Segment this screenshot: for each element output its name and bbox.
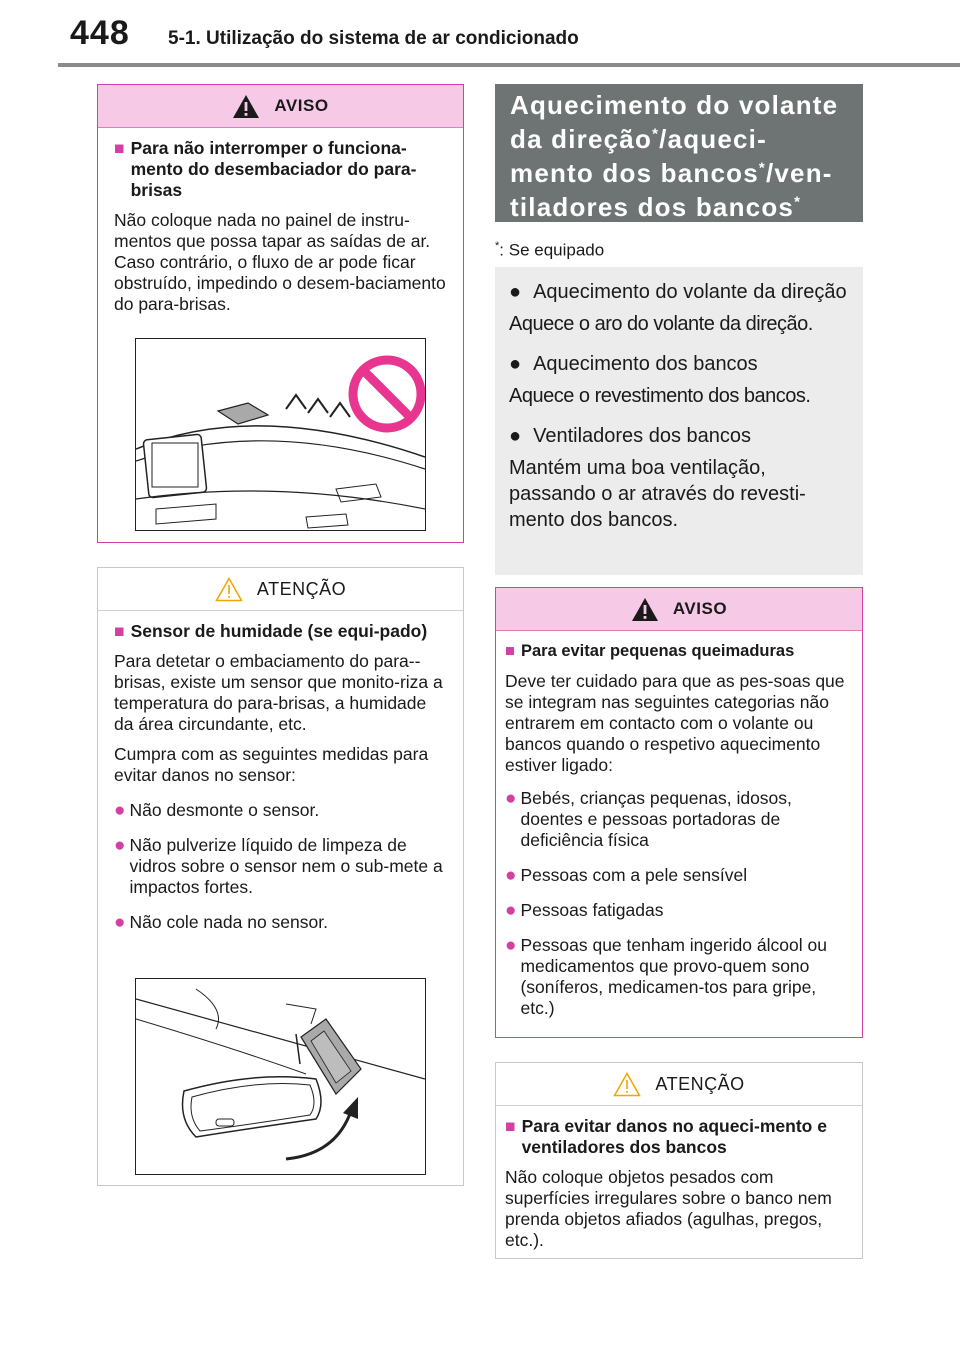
warning-subhead bbox=[114, 138, 449, 201]
bullet-dot-icon: ● bbox=[509, 425, 522, 447]
bullet-dot-icon: ● bbox=[114, 800, 126, 821]
square-bullet-icon: ■ bbox=[505, 1116, 516, 1136]
heading-line-2: da direção*/aqueci- bbox=[510, 124, 767, 154]
square-bullet-icon: ■ bbox=[114, 621, 125, 641]
asterisk: * bbox=[758, 159, 766, 177]
feature-title-text: Aquecimento dos bancos bbox=[533, 353, 758, 375]
bullet-dot-icon: ● bbox=[505, 900, 517, 921]
subhead-text: Para evitar danos no aqueci-mento e ventiladores dos bancos bbox=[521, 1116, 827, 1157]
list-item-text: Pessoas que tenham ingerido álcool ou medicamentos que provo-quem sono (soníferos, medicamen-tos para gripe, etc.) bbox=[520, 935, 827, 1018]
caution-triangle-icon bbox=[215, 577, 243, 602]
heading-line-3: mento dos bancos*/ven- bbox=[510, 158, 833, 188]
feature-title bbox=[509, 351, 851, 377]
caution-label: ATENÇÃO bbox=[655, 1073, 745, 1094]
asterisk: * bbox=[495, 240, 500, 252]
caution-label: ATENÇÃO bbox=[256, 578, 347, 599]
header-rule bbox=[58, 63, 960, 67]
bullet-dot-icon: ● bbox=[505, 788, 517, 809]
caution-subhead bbox=[114, 621, 449, 642]
square-bullet-icon: ■ bbox=[114, 138, 125, 158]
caution-triangle-icon bbox=[613, 1072, 641, 1097]
list-item bbox=[505, 788, 848, 851]
asterisk: * bbox=[652, 125, 660, 143]
list-item-text: Não cole nada no sensor. bbox=[129, 912, 328, 932]
list-item bbox=[505, 865, 848, 886]
subhead-text: Para evitar pequenas queimaduras bbox=[520, 642, 795, 660]
section-title: 5-1. Utilização do sistema de ar condicionado bbox=[168, 28, 579, 49]
feature-description: Aquece o aro do volante da direção. bbox=[509, 313, 813, 335]
warning-body: Deve ter cuidado para que as pes-soas que se integram nas seguintes categorias não entrarem em contacto com o volante ou bancos quando o respetivo aquecimento estiver ligado: bbox=[505, 671, 845, 775]
warning-body: Não coloque nada no painel de instru-mentos que possa tapar as saídas de ar. Caso contrário, o fluxo de ar pode ficar obstruído, impedindo o desem-baciamento do para-brisas. bbox=[114, 210, 446, 314]
bullet-dot-icon: ● bbox=[509, 353, 522, 375]
feature-title bbox=[509, 423, 851, 449]
feature-info-box bbox=[495, 267, 863, 575]
caution-subhead bbox=[505, 1116, 848, 1158]
caution-box-seat-damage bbox=[495, 1062, 863, 1259]
warning-box-header bbox=[496, 588, 862, 631]
caution-body-1: Para detetar o embaciamento do para--brisas, existe um sensor que monito-riza a temperatura do para-brisas, a humidade da área circundante, etc. bbox=[114, 651, 443, 734]
bullet-dot-icon: ● bbox=[505, 865, 517, 886]
warning-label: AVISO bbox=[274, 96, 329, 115]
bullet-dot-icon: ● bbox=[114, 912, 126, 933]
bullet-dot-icon: ● bbox=[509, 281, 522, 303]
dashboard-illustration bbox=[135, 338, 426, 531]
bullet-dot-icon: ● bbox=[114, 835, 126, 856]
heading-line-1: Aquecimento do volante bbox=[510, 90, 839, 120]
list-item bbox=[114, 800, 449, 821]
mirror-drawing bbox=[136, 979, 425, 1174]
feature-title-text: Ventiladores dos bancos bbox=[533, 425, 752, 447]
warning-triangle-icon bbox=[232, 94, 260, 119]
dashboard-drawing bbox=[136, 339, 425, 530]
feature-title bbox=[509, 279, 851, 305]
caution-body: Não coloque objetos pesados com superfícies irregulares sobre o banco nem prenda objetos afiados (agulhas, pregos, etc.). bbox=[505, 1167, 832, 1250]
list-item bbox=[505, 900, 848, 921]
subhead-text: Para não interromper o funciona-mento do desembaciador do para-brisas bbox=[130, 138, 417, 200]
feature-title-text: Aquecimento do volante da direção bbox=[533, 281, 847, 303]
page-number: 448 bbox=[70, 14, 130, 52]
warning-subhead bbox=[505, 641, 848, 662]
warning-box-header bbox=[98, 85, 463, 128]
list-item bbox=[114, 912, 449, 933]
list-item-text: Não desmonte o sensor. bbox=[129, 800, 320, 820]
rearview-mirror-illustration bbox=[135, 978, 426, 1175]
caution-body-2: Cumpra com as seguintes medidas para evitar danos no sensor: bbox=[114, 744, 429, 785]
feature-description: Aquece o revestimento dos bancos. bbox=[509, 385, 811, 407]
heading-line-4: tiladores dos bancos* bbox=[510, 192, 802, 222]
list-item-text: Pessoas fatigadas bbox=[520, 900, 664, 920]
list-item-text: Bebés, crianças pequenas, idosos, doentes e pessoas portadoras de deficiência física bbox=[520, 788, 792, 850]
subhead-text: Sensor de humidade (se equi-pado) bbox=[130, 621, 428, 641]
warning-box-burns bbox=[495, 587, 863, 1038]
asterisk: * bbox=[794, 193, 802, 211]
warning-triangle-icon bbox=[631, 597, 659, 622]
caution-box-header bbox=[496, 1063, 862, 1106]
square-bullet-icon: ■ bbox=[505, 642, 515, 660]
bullet-dot-icon: ● bbox=[505, 935, 517, 956]
footnote-text: : Se equipado bbox=[499, 240, 605, 260]
caution-box-header bbox=[98, 568, 463, 611]
list-item-text: Pessoas com a pele sensível bbox=[520, 865, 748, 885]
feature-description: Mantém uma boa ventilação, passando o ar através do revesti-mento dos bancos. bbox=[509, 457, 806, 531]
warning-label: AVISO bbox=[672, 599, 728, 618]
page-header bbox=[0, 0, 960, 70]
list-item-text: Não pulverize líquido de limpeza de vidros sobre o sensor nem o sub-mete a impactos fortes. bbox=[129, 835, 443, 897]
list-item bbox=[114, 835, 449, 898]
footnote bbox=[495, 240, 604, 261]
section-heading bbox=[495, 84, 863, 222]
list-item bbox=[505, 935, 848, 1019]
